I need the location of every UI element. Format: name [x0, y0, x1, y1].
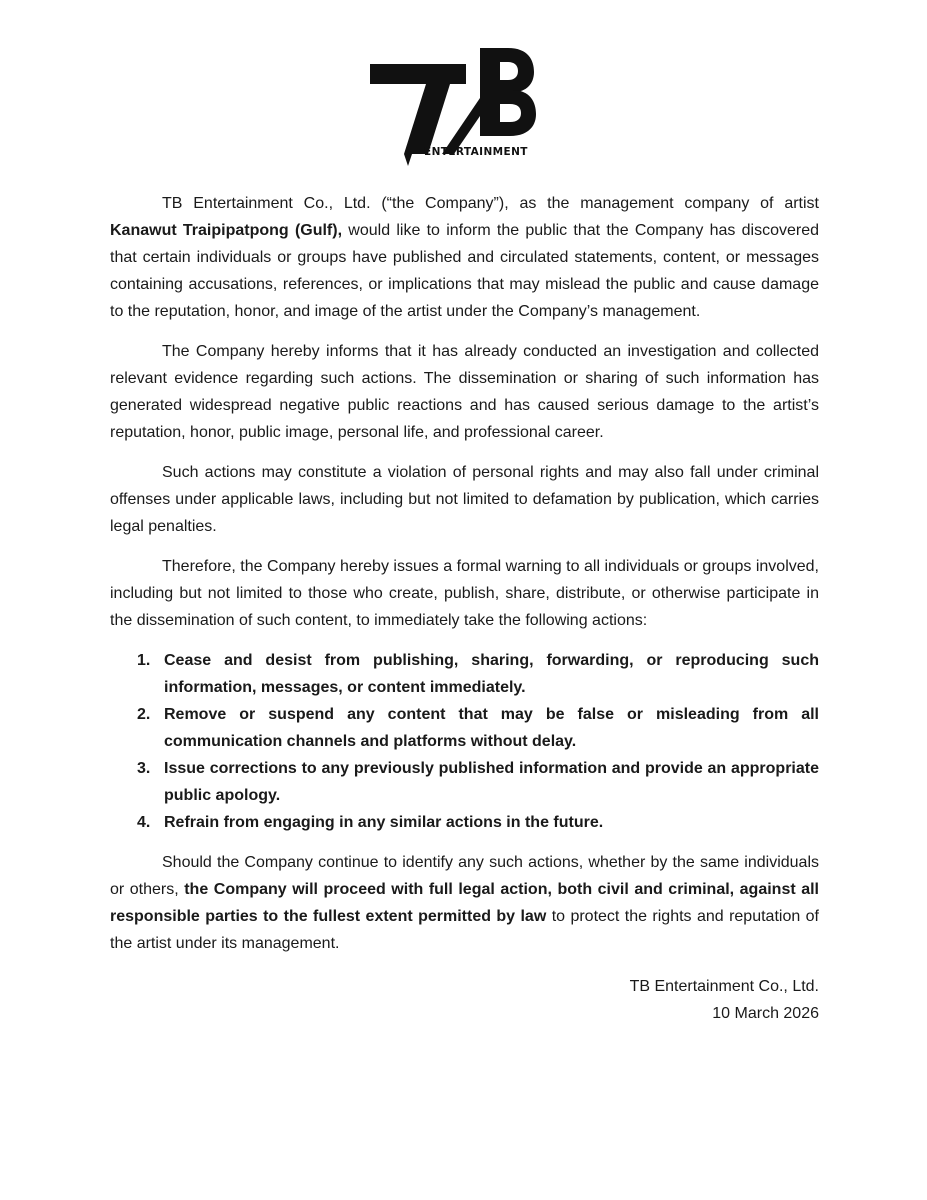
list-item	[137, 701, 819, 755]
statement-body	[110, 190, 819, 970]
investigation-paragraph: The Company hereby informs that it has already conducted an investigation and collected relevant evidence regarding such actions. The dissemination or sharing of such information has generated widespread negative public reactions and has caused serious damage to the artist’s reputation, honor, public image, personal life, and professional career.	[110, 343, 819, 441]
warning-paragraph: Therefore, the Company hereby issues a formal warning to all individuals or groups involved, including but not limited to those who create, publish, share, distribute, or otherwise participate in the dissemination of such content, to immediately take the following actions:	[110, 558, 819, 629]
list-item-text: Issue corrections to any previously published information and provide an appropriate public apology.	[164, 760, 819, 804]
legal-action-warning: the Company will proceed with full legal action, both civil and criminal, against all responsible parties to the fullest extent permitted by law	[110, 881, 819, 925]
list-item-number: 3.	[137, 760, 151, 777]
intro-text: TB Entertainment Co., Ltd. (“the Company”), as the management company of artist	[162, 195, 819, 212]
list-item-number: 1.	[137, 652, 151, 669]
list-item-text: Refrain from engaging in any similar actions in the future.	[164, 814, 604, 831]
signature-block	[110, 973, 819, 1027]
list-item-number: 4.	[137, 814, 151, 831]
signature-company: TB Entertainment Co., Ltd.	[629, 978, 819, 995]
required-actions-list	[110, 647, 819, 836]
list-item	[137, 647, 819, 701]
artist-name: Kanawut Traipipatpong (Gulf),	[110, 222, 343, 239]
closing-text: Should the Company continue to identify any such actions, whether by the same individuals or others,	[110, 854, 819, 898]
list-item	[137, 809, 819, 836]
logo-wordmark: ENTERTAINMENT	[424, 146, 528, 158]
closing-text-continued: to protect the rights and reputation of the artist under its management.	[110, 908, 819, 952]
closing-paragraph	[110, 849, 819, 957]
intro-paragraph	[110, 190, 819, 325]
intro-text-continued: would like to inform the public that the Company has discovered that certain individuals or groups have published and circulated statements, content, or messages containing accusations, references, or implications that may mislead the public and cause damage to the reputation, honor, and image of the artist under the Company’s management.	[110, 222, 819, 320]
list-item-number: 2.	[137, 706, 151, 723]
list-item	[137, 755, 819, 809]
list-item-text: Cease and desist from publishing, sharing, forwarding, or reproducing such information, messages, or content immediately.	[164, 652, 819, 696]
signature-date: 10 March 2026	[712, 1005, 819, 1022]
violation-paragraph: Such actions may constitute a violation of personal rights and may also fall under criminal offenses under applicable laws, including but not limited to defamation by publication, which carries legal penalties.	[110, 464, 819, 535]
list-item-text: Remove or suspend any content that may be false or misleading from all communication channels and platforms without delay.	[164, 706, 819, 750]
tb-entertainment-logo	[368, 42, 538, 166]
